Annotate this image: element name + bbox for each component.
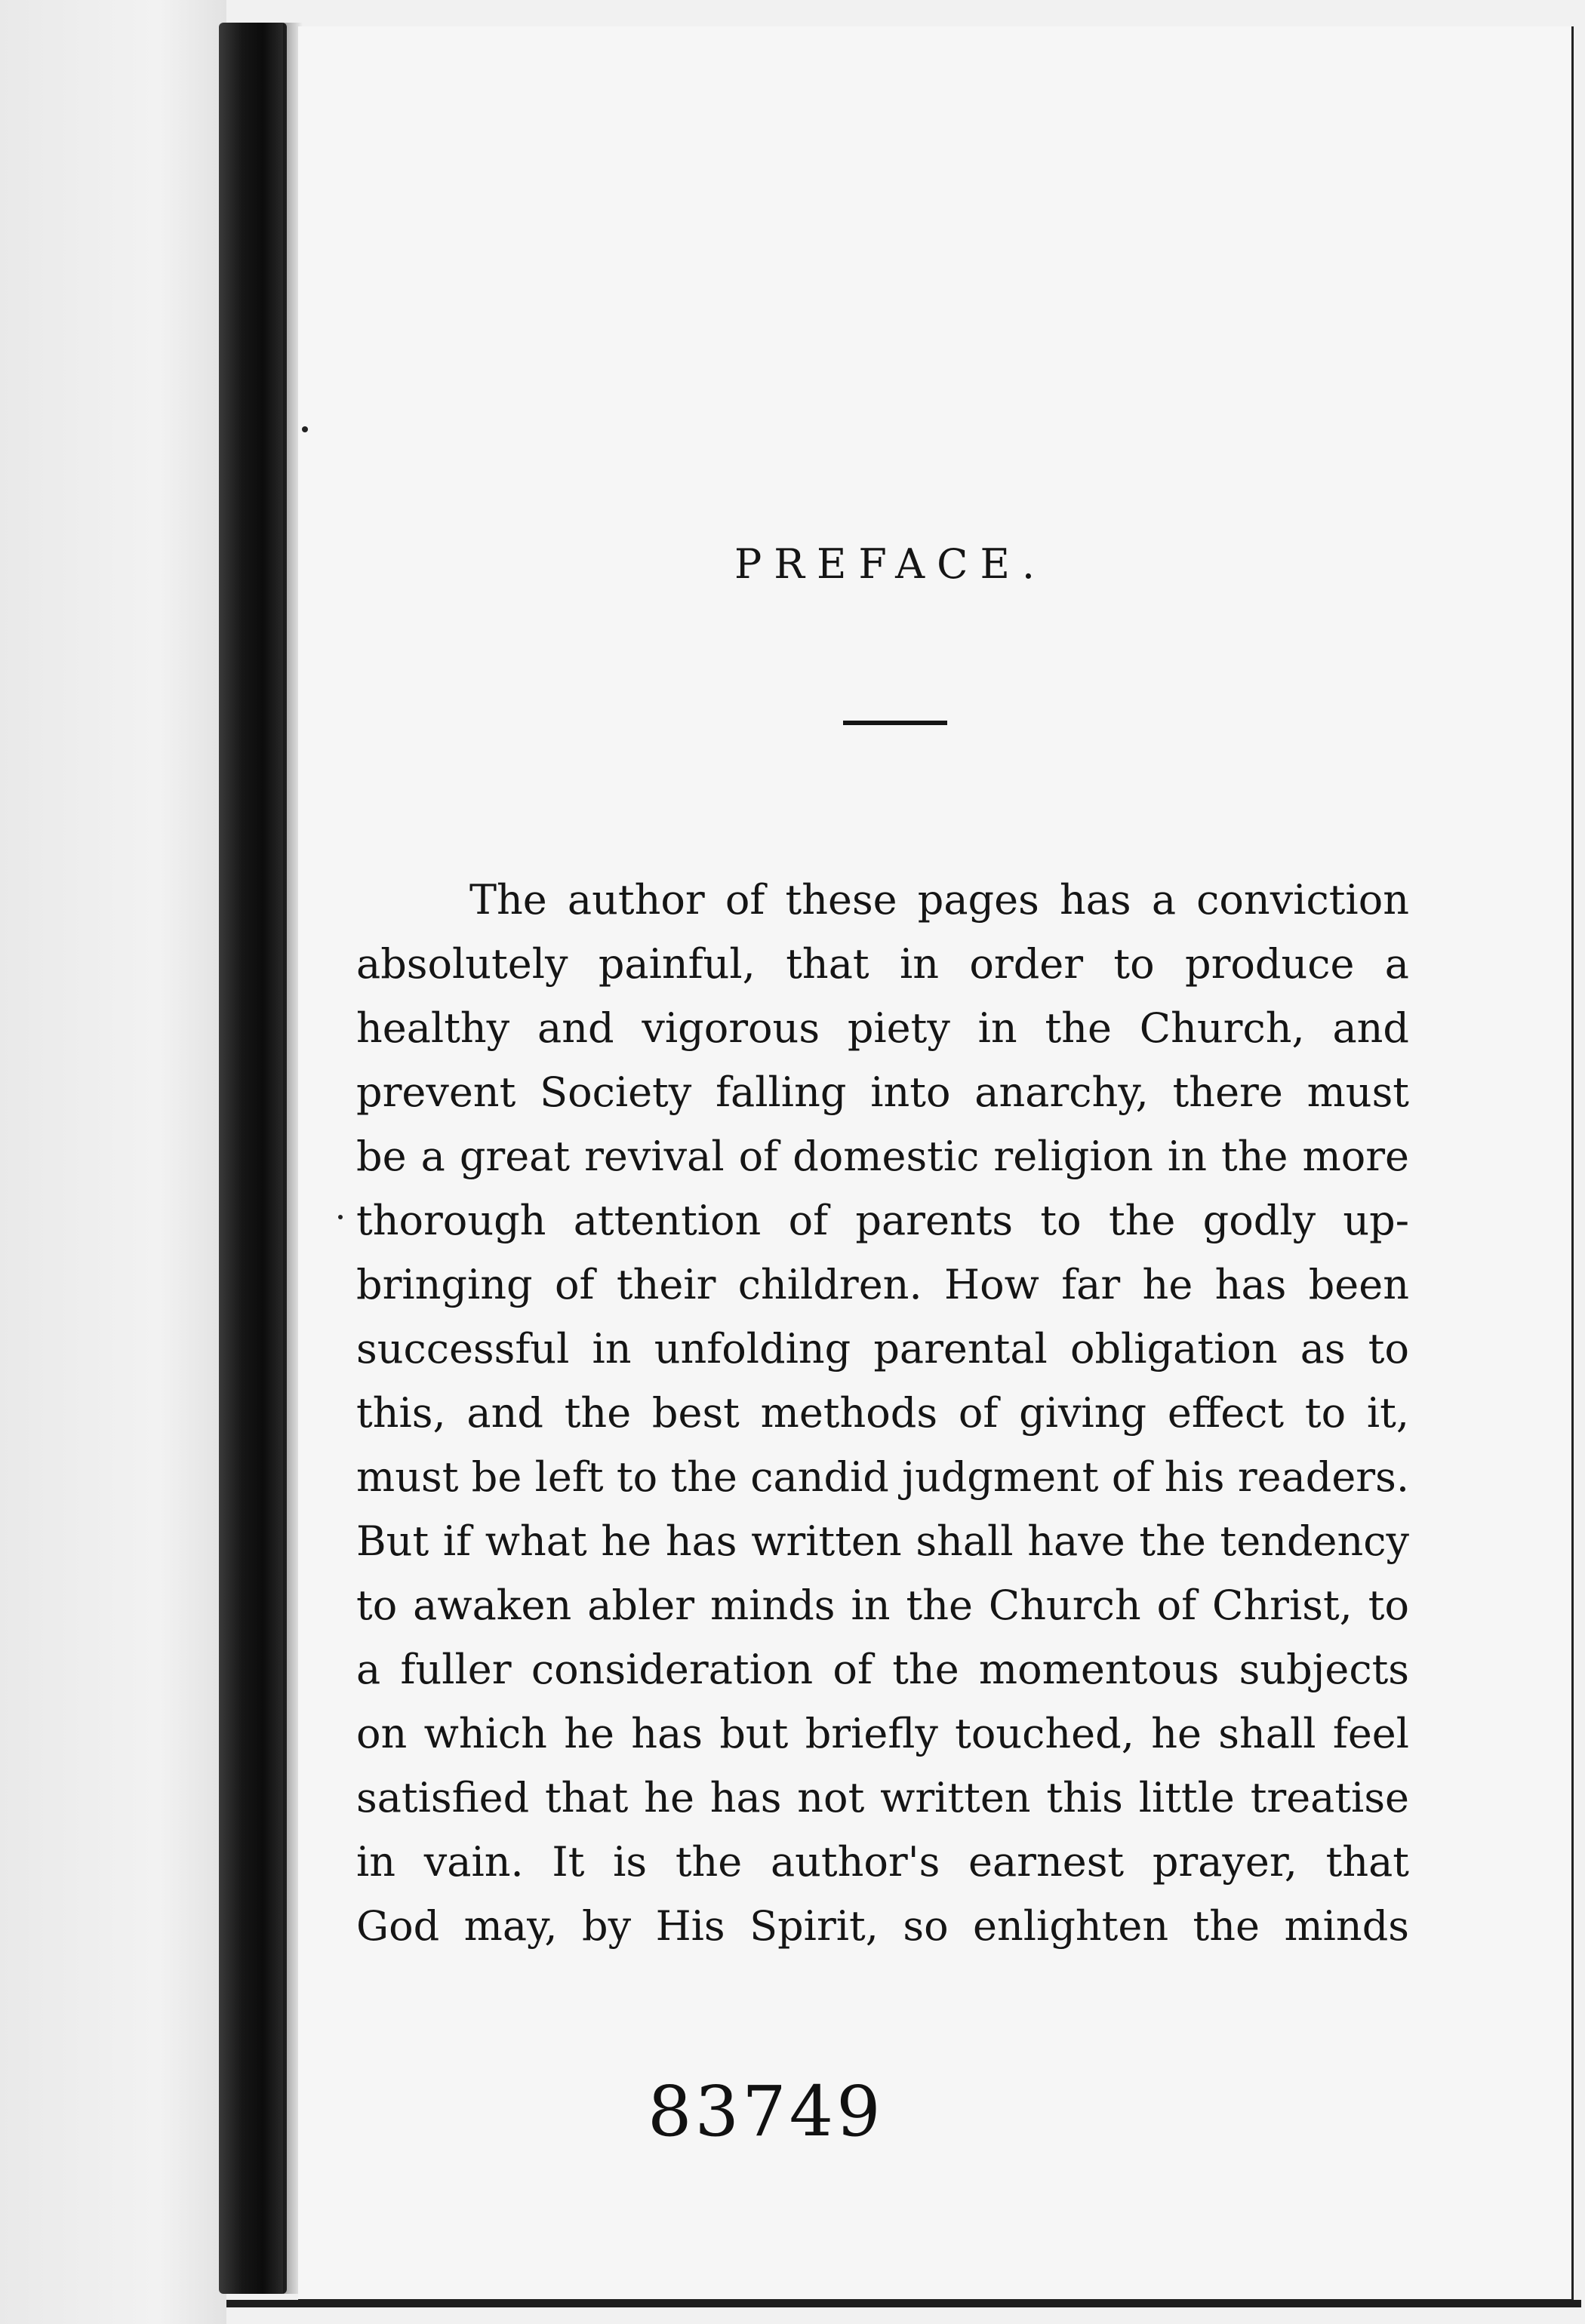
text-line: this, and the best methods of giving effect to it,: [356, 1389, 1409, 1437]
text-line: successful in unfolding parental obligation as to: [356, 1325, 1409, 1373]
title-rule: [843, 721, 947, 725]
text-line: prevent Society falling into anarchy, there must: [356, 1068, 1409, 1116]
text-line: But if what he has written shall have the tendency: [356, 1517, 1409, 1565]
page-bottom-edge: [226, 2300, 1581, 2307]
text-line: to awaken abler minds in the Church of Christ, to: [356, 1582, 1409, 1629]
text-line: on which he has but briefly touched, he shall feel: [356, 1710, 1409, 1757]
book-binding: [219, 23, 287, 2294]
text-line: God may, by His Spirit, so enlighten the minds: [356, 1902, 1409, 1950]
text-line: The author of these pages has a conviction: [469, 876, 1409, 924]
page-title: PREFACE.: [734, 540, 1048, 589]
text-line: be a great revival of domestic religion in the more: [356, 1133, 1409, 1180]
text-line: bringing of their children. How far he has been: [356, 1261, 1409, 1308]
facing-page: [0, 0, 226, 2324]
text-line: healthy and vigorous piety in the Church, and: [356, 1004, 1409, 1052]
accession-number-stamp: 83749: [648, 2071, 884, 2152]
text-line: in vain. It is the author's earnest prayer, that: [356, 1838, 1409, 1886]
text-line: must be left to the candid judgment of his readers.: [356, 1453, 1409, 1501]
text-line: satisfied that he has not written this little treatise: [356, 1774, 1409, 1821]
preface-paragraph: [356, 868, 1409, 1958]
text-line: a fuller consideration of the momentous subjects: [356, 1646, 1409, 1693]
ink-speck: [302, 426, 308, 432]
text-line: absolutely painful, that in order to produce a: [356, 940, 1409, 988]
text-line: thorough attention of parents to the godly up-: [356, 1197, 1409, 1244]
ink-speck: [338, 1215, 343, 1219]
